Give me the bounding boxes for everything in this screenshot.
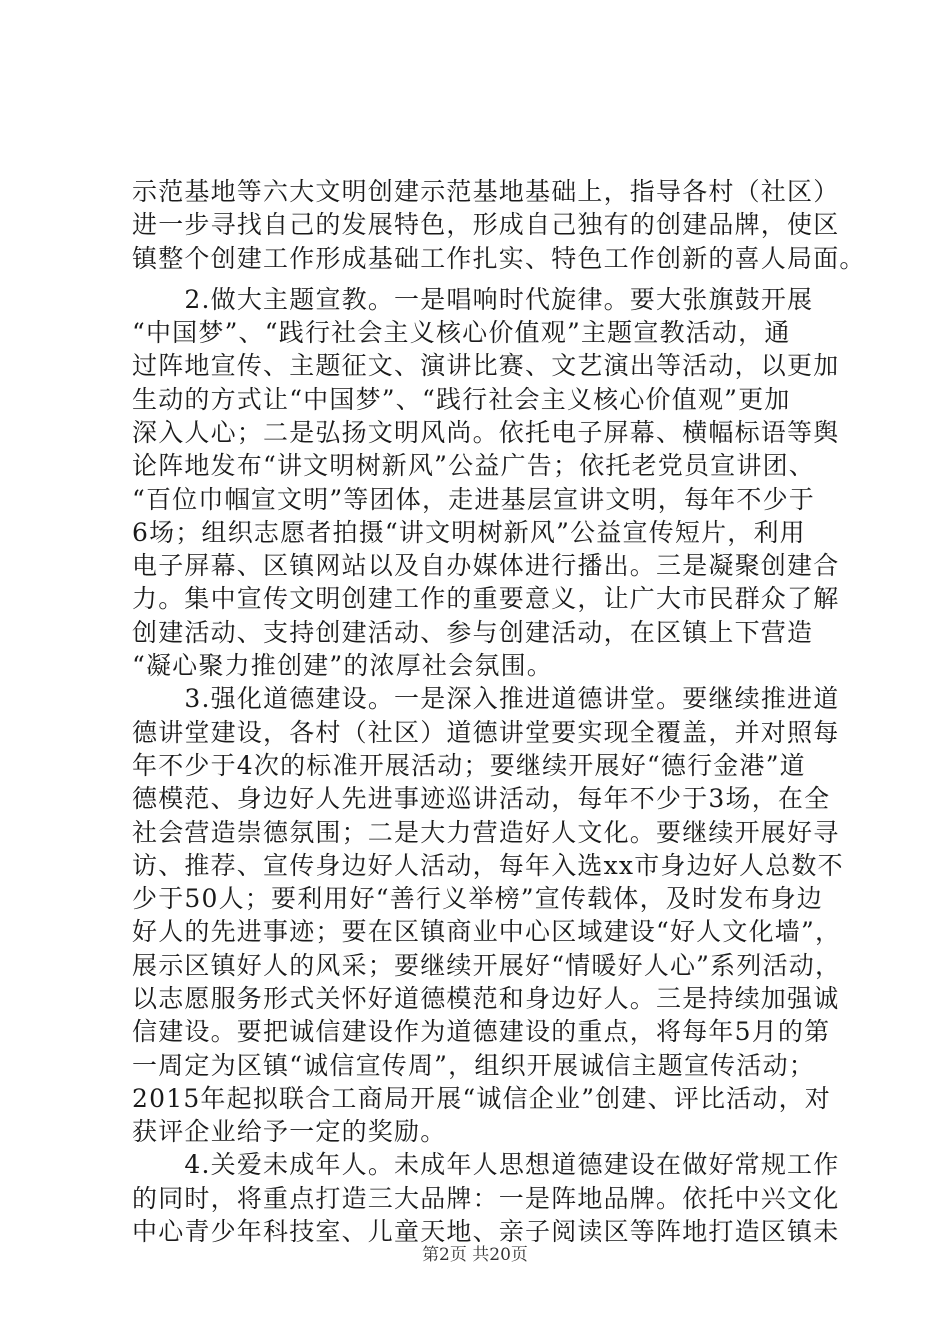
text-line: 访、推荐、宣传身边好人活动，每年入选xx市身边好人总数不 [132, 851, 844, 880]
text-line: 德讲堂建设，各村（社区）道德讲堂要实现全覆盖，并对照每 [132, 718, 840, 747]
text-line: 以志愿服务形式关怀好道德模范和身边好人。三是持续加强诚 [132, 984, 840, 1013]
text-line: 社会营造崇德氛围；二是大力营造好人文化。要继续开展好寻 [132, 818, 840, 847]
text-line: 2.做大主题宣教。一是唱响时代旋律。要大张旗鼓开展 [132, 285, 814, 314]
text-line: 生动的方式让“中国梦”、“践行社会主义核心价值观”更加 [132, 385, 791, 414]
text-line: 少于50人；要利用好“善行义举榜”宣传载体，及时发布身边 [132, 884, 823, 913]
text-line: 6场；组织志愿者拍摄“讲文明树新风”公益宣传短片，利用 [132, 518, 806, 547]
text-line: 的同时，将重点打造三大品牌：一是阵地品牌。依托中兴文化 [132, 1184, 840, 1213]
text-line: 2015年起拟联合工商局开展“诚信企业”创建、评比活动，对 [132, 1084, 831, 1113]
text-line: 力。集中宣传文明创建工作的重要意义，让广大市民群众了解 [132, 584, 840, 613]
text-line: 德模范、身边好人先进事迹巡讲活动，每年不少于3场，在全 [132, 784, 831, 813]
text-line: 一周定为区镇“诚信宣传周”，组织开展诚信主题宣传活动； [132, 1051, 815, 1080]
text-line: 获评企业给予一定的奖励。 [132, 1117, 447, 1146]
text-line: 镇整个创建工作形成基础工作扎实、特色工作创新的喜人局面。 [132, 244, 866, 273]
text-line: 信建设。要把诚信建设作为道德建设的重点，将每年5月的第 [132, 1017, 831, 1046]
page-footer: 第2页 共20页 [422, 1245, 528, 1265]
text-line: 年不少于4次的标准开展活动；要继续开展好“德行金港”道 [132, 751, 806, 780]
text-line: “凝心聚力推创建”的浓厚社会氛围。 [132, 651, 553, 680]
text-line: 好人的先进事迹；要在区镇商业中心区域建设“好人文化墙”， [132, 917, 842, 946]
text-line: 中心青少年科技室、儿童天地、亲子阅读区等阵地打造区镇未 [132, 1217, 840, 1246]
text-line: “百位巾帼宣文明”等团体，走进基层宣讲文明，每年不少于 [132, 485, 815, 514]
text-line: 进一步寻找自己的发展特色，形成自己独有的创建品牌，使区 [132, 210, 840, 239]
text-line: 4.关爱未成年人。未成年人思想道德建设在做好常规工作 [132, 1150, 840, 1179]
text-line: 展示区镇好人的风采；要继续开展好“情暖好人心”系列活动， [132, 951, 842, 980]
text-line: 论阵地发布“讲文明树新风”公益广告；依托老党员宣讲团、 [132, 451, 815, 480]
text-line: 过阵地宣传、主题征文、演讲比赛、文艺演出等活动，以更加 [132, 351, 840, 380]
text-line: 示范基地等六大文明创建示范基地基础上，指导各村（社区） [132, 177, 840, 206]
text-line: 电子屏幕、区镇网站以及自办媒体进行播出。三是凝聚创建合 [132, 551, 840, 580]
text-line: “中国梦”、“践行社会主义核心价值观”主题宣教活动，通 [132, 318, 791, 347]
text-line: 创建活动、支持创建活动、参与创建活动，在区镇上下营造 [132, 618, 814, 647]
text-line: 深入人心；二是弘扬文明风尚。依托电子屏幕、横幅标语等舆 [132, 418, 840, 447]
text-line: 3.强化道德建设。一是深入推进道德讲堂。要继续推进道 [132, 684, 840, 713]
